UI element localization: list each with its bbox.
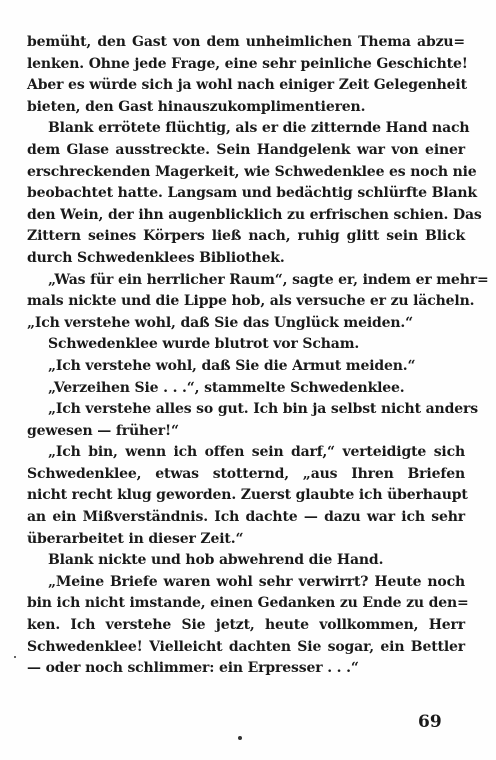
text-line: dem Glase ausstreckte. Sein Handgelenk war von einer xyxy=(27,141,465,158)
text-line: — oder noch schlimmer: ein Erpresser . . .“ xyxy=(27,660,359,677)
text-line: beobachtet hatte. Langsam und bedächtig schlürfte Blank xyxy=(27,185,477,202)
text-line: „Was für ein herrlicher Raum“, sagte er, indem er mehr= xyxy=(48,271,489,288)
text-line: bin ich nicht imstande, einen Gedanken zu Ende zu den= xyxy=(27,595,469,612)
text-line: den Wein, der ihn augenblicklich zu erfrischen schien. Das xyxy=(27,206,482,223)
text-line: bieten, den Gast hinauszukomplimentieren. xyxy=(27,98,366,115)
text-line: an ein Mißverständnis. Ich dachte — dazu war ich sehr xyxy=(27,509,465,526)
text-line: durch Schwedenklees Bibliothek. xyxy=(27,249,285,266)
text-line: „Ich bin, wenn ich offen sein darf,“ verteidigte sich xyxy=(48,444,465,461)
text-line: Blank nickte und hob abwehrend die Hand. xyxy=(48,552,384,569)
text-line: Zittern seines Körpers ließ nach, ruhig glitt sein Blick xyxy=(27,228,465,245)
text-line: „Meine Briefe waren wohl sehr verwirrt? Heute noch xyxy=(48,573,465,590)
text-line: Aber es würde sich ja wohl nach einiger Zeit Gelegenheit xyxy=(27,77,467,94)
text-line: mals nickte und die Lippe hob, als versuche er zu lächeln. xyxy=(27,293,475,310)
text-line: lenken. Ohne jede Frage, eine sehr peinliche Geschichte! xyxy=(27,55,468,72)
text-line: ken. Ich verstehe Sie jetzt, heute vollkommen, Herr xyxy=(27,617,465,634)
text-line: Blank errötete flüchtig, als er die zitternde Hand nach xyxy=(48,120,470,137)
text-line: nicht recht klug geworden. Zuerst glaubte ich überhaupt xyxy=(27,487,468,504)
text-line: „Ich verstehe wohl, daß Sie die Armut meiden.“ xyxy=(48,357,416,374)
text-line: Schwedenklee, etwas stotternd, „aus Ihren Briefen xyxy=(27,465,465,482)
page-number: 69 xyxy=(418,712,442,732)
print-speck xyxy=(238,736,242,740)
text-line: „Ich verstehe alles so gut. Ich bin ja selbst nicht anders xyxy=(48,401,478,418)
text-line: „Ich verstehe wohl, daß Sie das Unglück meiden.“ xyxy=(27,314,414,331)
body-text xyxy=(27,32,489,680)
text-line: bemüht, den Gast von dem unheimlichen Thema abzu= xyxy=(27,34,465,50)
text-line: überarbeitet in dieser Zeit.“ xyxy=(27,530,244,547)
text-line: Schwedenklee! Vielleicht dachten Sie sogar, ein Bettler xyxy=(27,638,465,655)
text-line: Schwedenklee wurde blutrot vor Scham. xyxy=(48,336,360,353)
print-speck xyxy=(14,656,16,658)
text-line: erschreckenden Magerkeit, wie Schwedenklee es noch nie xyxy=(27,163,477,180)
text-line: gewesen — früher!“ xyxy=(27,422,179,439)
text-line: „Verzeihen Sie . . .“, stammelte Schwedenklee. xyxy=(48,379,405,396)
